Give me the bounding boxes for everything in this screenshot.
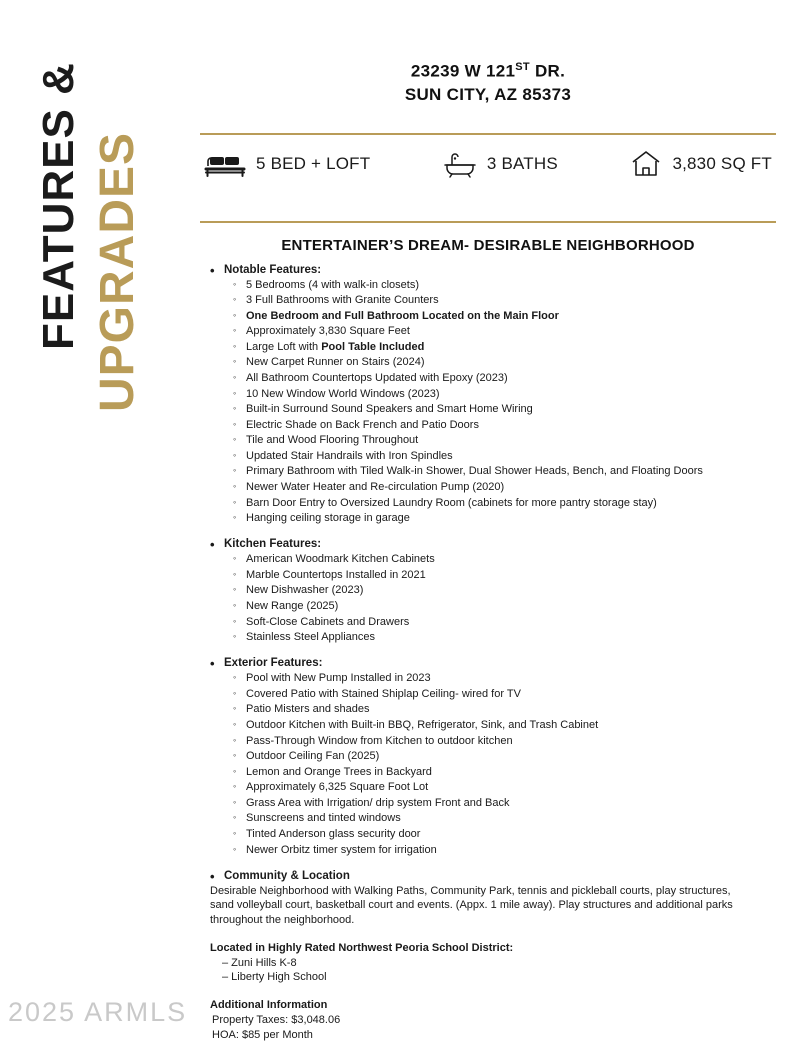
list-item: [233, 811, 776, 825]
list-item-text: Outdoor Kitchen with Built-in BBQ, Refrigerator, Sink, and Trash Cabinet: [246, 718, 599, 731]
list-item: [233, 293, 776, 307]
circle-bullet-icon: ◦: [233, 553, 237, 564]
list-item: [233, 780, 776, 794]
circle-bullet-icon: ◦: [233, 687, 237, 698]
additional-info-line: HOA: $85 per Month: [212, 1029, 313, 1042]
additional-info-line: Property Taxes: $3,048.06: [212, 1014, 341, 1027]
circle-bullet-icon: ◦: [233, 812, 237, 823]
spacer: [224, 646, 776, 657]
list-item: [233, 796, 776, 810]
list-item-text: Updated Stair Handrails with Iron Spindles: [246, 449, 453, 462]
circle-bullet-icon: ◦: [233, 615, 237, 626]
list-item-text: Pass-Through Window from Kitchen to outdoor kitchen: [246, 734, 513, 747]
circle-bullet-icon: ◦: [233, 418, 237, 429]
list-item-text: 3 Full Bathrooms with Granite Counters: [246, 294, 439, 307]
bathtub-icon: [443, 149, 477, 179]
section-kitchen-features: [210, 537, 776, 644]
section-exterior-features: [210, 656, 776, 856]
list-item: [233, 402, 776, 416]
section-title: Kitchen Features:: [224, 538, 322, 551]
list-item: [233, 464, 776, 478]
list-item-text: Built-in Surround Sound Speakers and Smart Home Wiring: [246, 403, 533, 416]
bed-icon: [204, 149, 246, 179]
list-item-text: Stainless Steel Appliances: [246, 631, 376, 644]
circle-bullet-icon: ◦: [233, 718, 237, 729]
bullet-icon: •: [210, 868, 215, 884]
circle-bullet-icon: ◦: [233, 465, 237, 476]
circle-bullet-icon: ◦: [233, 568, 237, 579]
list-item: [233, 702, 776, 716]
spacer: [224, 527, 776, 538]
section-title: Community & Location: [224, 869, 350, 882]
list-item-text: Electric Shade on Back French and Patio Doors: [246, 418, 479, 431]
circle-bullet-icon: ◦: [233, 496, 237, 507]
circle-bullet-icon: ◦: [233, 781, 237, 792]
list-item: [233, 324, 776, 338]
circle-bullet-icon: ◦: [233, 765, 237, 776]
address-ordinal-suffix: ST: [515, 61, 530, 73]
list-item: [233, 718, 776, 732]
list-item: [233, 371, 776, 385]
list-item-text: 5 Bedrooms (4 with walk-in closets): [246, 278, 420, 291]
spec-sqft-label: 3,830 SQ FT: [672, 153, 772, 173]
list-item-text: Outdoor Ceiling Fan (2025): [246, 750, 380, 763]
list-item-text: Newer Water Heater and Re-circulation Pump (2020): [246, 481, 505, 494]
address-street-type: DR.: [529, 61, 566, 81]
spec-sqft: [630, 149, 772, 179]
circle-bullet-icon: ◦: [233, 828, 237, 839]
watermark-armls: 2025 ARMLS: [8, 997, 188, 1027]
additional-info-title: Additional Information: [210, 999, 328, 1012]
list-item-text: Pool with New Pump Installed in 2023: [246, 672, 431, 685]
list-item: [233, 496, 776, 510]
list-item: [233, 615, 776, 629]
list-item: [233, 449, 776, 463]
list-item-text: Newer Orbitz timer system for irrigation: [246, 843, 437, 856]
page-title: ENTERTAINER’S DREAM- DESIRABLE NEIGHBORHOOD: [281, 236, 695, 254]
spec-bedrooms: [204, 149, 370, 179]
section-community-location: [210, 868, 776, 884]
circle-bullet-icon: ◦: [233, 356, 237, 367]
circle-bullet-icon: ◦: [233, 325, 237, 336]
list-item: [233, 278, 776, 292]
circle-bullet-icon: ◦: [233, 600, 237, 611]
school-item: – Liberty High School: [222, 971, 327, 984]
divider-bottom: [200, 221, 776, 223]
list-item: [233, 480, 776, 494]
school-district-title: Located in Highly Rated Northwest Peoria School District:: [210, 941, 514, 954]
circle-bullet-icon: ◦: [233, 372, 237, 382]
circle-bullet-icon: ◦: [233, 734, 237, 745]
spec-baths-label: 3 BATHS: [486, 153, 558, 173]
list-item: [233, 843, 776, 857]
list-item-text: Marble Countertops Installed in 2021: [246, 568, 426, 581]
circle-bullet-icon: ◦: [233, 481, 237, 492]
circle-bullet-icon: ◦: [233, 512, 237, 523]
list-item-text: New Carpet Runner on Stairs (2024): [246, 356, 425, 369]
bullet-icon: •: [210, 656, 215, 672]
list-item: [233, 630, 776, 644]
section-items: [224, 552, 776, 644]
list-item-text: Tinted Anderson glass security door: [246, 828, 421, 841]
specs-bar: [200, 135, 776, 195]
list-item: [233, 827, 776, 841]
list-item-text: One Bedroom and Full Bathroom Located on the Main Floor: [246, 309, 559, 322]
circle-bullet-icon: ◦: [233, 796, 237, 807]
circle-bullet-icon: ◦: [233, 309, 237, 320]
school-item: – Zuni Hills K-8: [222, 956, 297, 969]
section-title: Notable Features:: [224, 263, 322, 276]
list-item-text: Large Loft with: [246, 340, 322, 353]
circle-bullet-icon: ◦: [233, 750, 237, 761]
address-line-2: SUN CITY, AZ 85373: [404, 84, 572, 104]
list-item-text: New Dishwasher (2023): [246, 584, 364, 597]
document-content: [200, 60, 776, 1043]
list-item: [233, 433, 776, 447]
vertical-title-features: FEATURES &: [34, 62, 83, 350]
circle-bullet-icon: ◦: [233, 672, 237, 683]
circle-bullet-icon: ◦: [233, 340, 237, 351]
list-item-text: American Woodmark Kitchen Cabinets: [246, 553, 435, 566]
list-item: [233, 583, 776, 597]
section-title: Exterior Features:: [224, 657, 323, 670]
vertical-title-upgrades: UPGRADES: [91, 131, 144, 412]
list-item: [233, 418, 776, 432]
list-item-text: Patio Misters and shades: [246, 703, 370, 716]
section-notable-features: [210, 262, 776, 526]
vertical-title-block: [0, 0, 175, 1036]
list-item-text: Lemon and Orange Trees in Backyard: [246, 765, 432, 778]
list-item-text: All Bathroom Countertops Updated with Epoxy (2023): [246, 372, 508, 384]
circle-bullet-icon: ◦: [233, 703, 237, 714]
list-item: [233, 765, 776, 779]
address-line-1: [200, 60, 776, 84]
list-item: [233, 355, 776, 369]
circle-bullet-icon: ◦: [233, 584, 237, 595]
circle-bullet-icon: ◦: [233, 294, 237, 305]
list-item: [233, 734, 776, 748]
circle-bullet-icon: ◦: [233, 403, 237, 414]
house-icon: [630, 149, 662, 179]
list-item-text: Approximately 3,830 Square Feet: [246, 325, 410, 338]
feature-sections: [200, 264, 776, 882]
list-item: [233, 309, 776, 323]
circle-bullet-icon: ◦: [233, 449, 237, 460]
list-item: [233, 568, 776, 582]
list-item: [233, 749, 776, 763]
list-item: [233, 387, 776, 401]
bullet-icon: •: [210, 537, 215, 553]
list-item-text: New Range (2025): [246, 600, 339, 613]
address-street-number: 23239 W 121: [410, 61, 516, 81]
list-item-text: 10 New Window World Windows (2023): [246, 387, 440, 400]
list-item-text: Sunscreens and tinted windows: [246, 812, 401, 825]
list-item-text: Grass Area with Irrigation/ drip system Front and Back: [246, 796, 510, 809]
circle-bullet-icon: ◦: [233, 631, 237, 642]
list-item-emphasis: Pool Table Included: [321, 340, 425, 353]
list-item: [233, 599, 776, 613]
list-item: [233, 511, 776, 525]
bullet-icon: •: [210, 262, 215, 278]
spec-bedrooms-label: 5 BED + LOFT: [256, 153, 371, 173]
circle-bullet-icon: ◦: [233, 387, 237, 398]
list-item-text: Tile and Wood Flooring Throughout: [246, 434, 419, 447]
circle-bullet-icon: ◦: [233, 843, 237, 854]
list-item-text: Approximately 6,325 Square Foot Lot: [246, 781, 429, 794]
community-paragraph: Desirable Neighborhood with Walking Paths, Community Park, tennis and pickleball courts, play structures, sand volleyball court, basketball court and events. (Appx. 1 mile away). Play structures and additional parks throughout the neighborhood.: [210, 884, 733, 926]
section-items: [224, 278, 776, 526]
spacer: [224, 859, 776, 870]
list-item-text: Barn Door Entry to Oversized Laundry Room (cabinets for more pantry storage stay): [246, 496, 657, 509]
list-item-text: Covered Patio with Stained Shiplap Ceiling- wired for TV: [246, 687, 521, 700]
section-items: [224, 671, 776, 856]
list-item: [233, 671, 776, 685]
list-item-text: Hanging ceiling storage in garage: [246, 512, 410, 525]
spec-baths: [443, 149, 558, 179]
list-item: [233, 340, 776, 354]
circle-bullet-icon: ◦: [233, 278, 237, 289]
list-item-text: Soft-Close Cabinets and Drawers: [246, 615, 410, 628]
circle-bullet-icon: ◦: [233, 434, 237, 445]
list-item-text: Primary Bathroom with Tiled Walk-in Shower, Dual Shower Heads, Bench, and Floating Doors: [246, 465, 703, 478]
list-item: [233, 687, 776, 701]
list-item: [233, 552, 776, 566]
property-address: [200, 60, 776, 107]
